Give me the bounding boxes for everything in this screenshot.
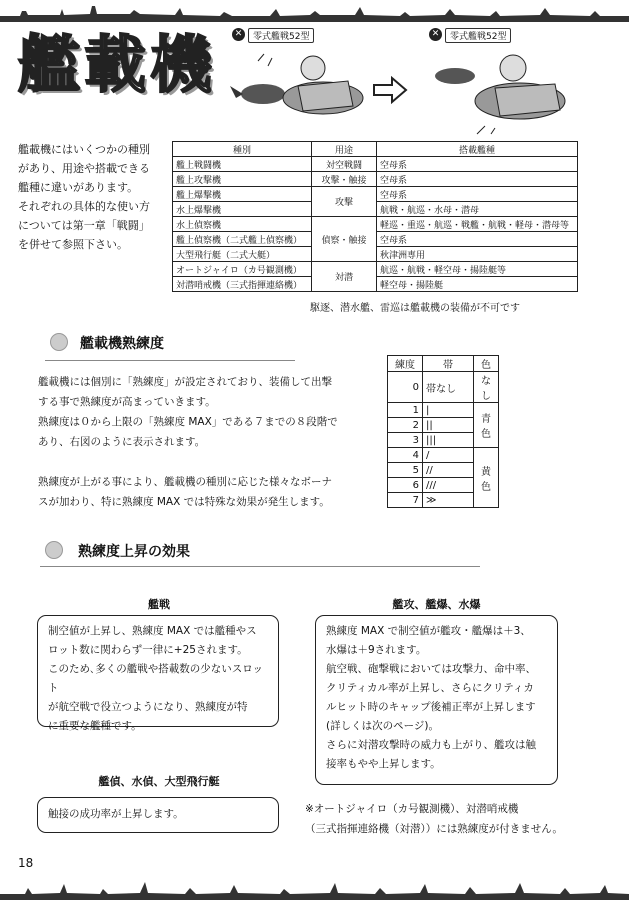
table-header-row: 種別 用途 搭載艦種 [173, 142, 578, 157]
table-row: 5 // [388, 463, 499, 478]
page-title: 艦載機 [18, 28, 217, 101]
table-row: 7 ≫ [388, 493, 499, 508]
check-bullet-icon [45, 541, 63, 559]
table-header-row: 練度 帯 色 [388, 356, 499, 372]
check-bullet-icon [50, 333, 68, 351]
plane-drawing-right [425, 46, 575, 136]
table-row: 6 /// [388, 478, 499, 493]
plane-label-right: 零式艦戦52型 [445, 28, 511, 43]
proficiency-text: 艦載機には個別に「熟練度」が設定されており、装備して出撃 する事で熟練度が高まっていきます。 熟練度は０から上限の「熟練度 MAX」である７までの８段階で あり、右図のように表示されます。 熟練度が上がる事により、艦載機の種別に応じた様々なボーナ スが加わり、特に熟練度 MAX では特殊な効果が発生します。 [38, 376, 338, 508]
plane-illustration-before [228, 22, 368, 132]
page-number: 18 [18, 856, 34, 870]
table-note: 駆逐、潜水艦、雷巡は艦載機の装備が不可です [310, 303, 520, 314]
close-icon: ✕ [232, 28, 245, 41]
footnote: ※オートジャイロ（カ号観測機）、対潜哨戒機 （三式指揮連絡機（対潜））には熟練度が付きません。 [305, 803, 563, 835]
proficiency-table [387, 355, 499, 508]
subheading-attacker: 艦攻、艦爆、水爆 [392, 598, 481, 611]
section-heading-effects: 熟練度上昇の効果 [78, 544, 190, 560]
subheading-fighter: 艦戦 [148, 598, 170, 611]
divider [45, 360, 295, 361]
bottom-ship-silhouette [0, 874, 629, 900]
plane-illustration-after [425, 22, 575, 137]
top-ship-silhouette [0, 0, 629, 22]
subheading-recon: 艦偵、水偵、大型飛行艇 [98, 775, 220, 788]
table-row: 1 | 青色 [388, 403, 499, 418]
table-row: 4 / 黄色 [388, 448, 499, 463]
table-row: 艦上偵察機（二式艦上偵察機） 空母系 [173, 232, 578, 247]
table-row: 水上爆撃機 航戦・航巡・水母・潜母 [173, 202, 578, 217]
plane-label-left: 零式艦戦52型 [248, 28, 314, 43]
aircraft-class-table [172, 141, 578, 292]
table-row: 大型飛行艇（二式大艇） 秋津洲専用 [173, 247, 578, 262]
close-icon: ✕ [429, 28, 442, 41]
table-row: 艦上戦闘機 対空戦闘 空母系 [173, 157, 578, 172]
arrow-right-icon [372, 76, 408, 104]
divider [40, 566, 480, 567]
table-row: 対潜哨戒機（三式指揮連絡機） 軽空母・揚陸艇 [173, 277, 578, 292]
attacker-effect-box: 熟練度 MAX で制空値が艦攻・艦爆は＋3、 水爆は＋9されます。 航空戦、砲撃戦においては攻撃力、命中率、 クリティカル率が上昇し、さらにクリティカ ルヒット時のキャップ後補正率が上昇します (詳しくは次のページ)。 さらに対潜攻撃時の威力も上がり、艦攻は触 接率もやや上昇します。 [315, 615, 558, 785]
table-row: 艦上爆撃機 攻撃 空母系 [173, 187, 578, 202]
table-row: オートジャイロ（カ号観測機） 対潜 航巡・航戦・軽空母・揚陸艇等 [173, 262, 578, 277]
intro-text: 艦載機にはいくつかの種別 があり、用途や搭載できる 艦種に違いがあります。 それぞれの具体的な使い方 については第一章「戦闘」 を併せて参照下さい。 [18, 143, 150, 251]
table-row: 水上偵察機 偵察・触接 軽巡・重巡・航巡・戦艦・航戦・軽母・潜母等 [173, 217, 578, 232]
plane-drawing-left [228, 46, 368, 132]
table-row: 艦上攻撃機 攻撃・触接 空母系 [173, 172, 578, 187]
fighter-effect-box: 制空値が上昇し、熟練度 MAX では艦種やス ロット数に関わらず一律に+25されます。 このため､多くの艦戦や搭載数の少ないスロット が航空戦で役立つようになり、熟練度が特 に重要な艦種です。 [37, 615, 279, 727]
table-row: 2 || [388, 418, 499, 433]
table-row: 3 ||| [388, 433, 499, 448]
section-heading-proficiency: 艦載機熟練度 [80, 336, 164, 352]
recon-effect-box: 触接の成功率が上昇します。 [37, 797, 279, 833]
table-row: 0 帯なし なし [388, 372, 499, 403]
